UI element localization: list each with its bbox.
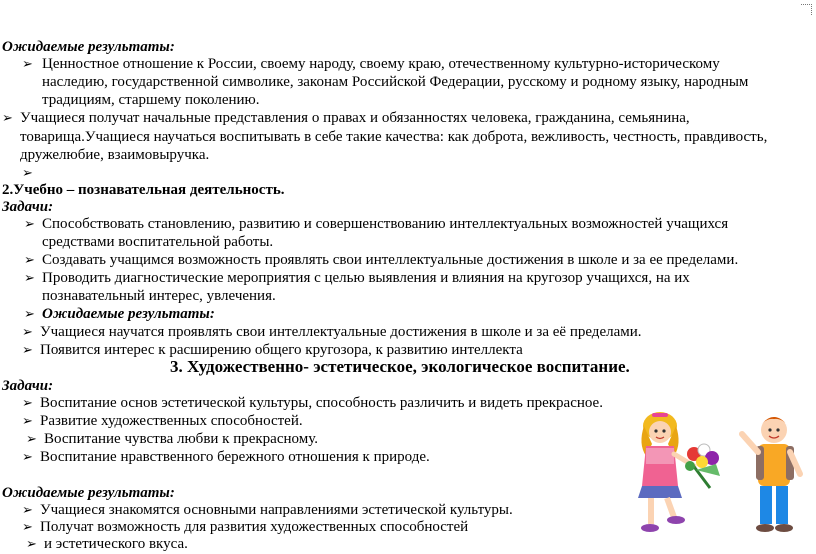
boy-figure (742, 417, 800, 532)
children-illustration (632, 404, 812, 546)
text-line: Учащиеся получат начальные представления о правах и обязанностях человека, гражданина, семьянина, (20, 110, 690, 126)
text-line: Учащиеся научатся проявлять свои интеллектуальные достижения в школе и за её пределами. (40, 324, 642, 340)
bullet-icon: ➢ (24, 307, 35, 322)
page-corner-mark (801, 4, 812, 15)
bullet-icon: ➢ (22, 343, 33, 358)
text-line: дружелюбие, взаимовыручка. (20, 147, 210, 163)
bullet-icon: ➢ (22, 520, 33, 535)
bullet-icon: ➢ (22, 503, 33, 518)
tasks-title-3: Задачи: (2, 378, 54, 394)
text-line: наследию, государственной символике, законам Российской Федерации, русскому и родному языку, народным (42, 74, 749, 90)
section-heading-2: 2.Учебно – познавательная деятельность. (2, 182, 285, 198)
expected-results-title-1: Ожидаемые результаты: (2, 39, 175, 55)
flower-bouquet (685, 444, 720, 488)
girl-figure (638, 412, 694, 532)
text-line: Ценностное отношение к России, своему народу, своему краю, отечественному культурно-историческому (42, 56, 720, 72)
section-heading-3: 3. Художественно- эстетическое, экологическое воспитание. (170, 357, 630, 376)
bullet-icon: ➢ (26, 537, 37, 552)
expected-results-title-3: Ожидаемые результаты: (2, 485, 175, 501)
bullet-icon: ➢ (24, 217, 35, 232)
bullet-icon: ➢ (22, 450, 33, 465)
text-line: Появится интерес к расширению общего кругозора, к развитию интеллекта (40, 342, 523, 358)
text-line: Способствовать становлению, развитию и совершенствованию интеллектуальных возможностей учащихся (42, 216, 729, 232)
text-line: и эстетического вкуса. (44, 536, 188, 552)
bullet-icon: ➢ (2, 111, 13, 126)
text-line: традициям, старшему поколению. (42, 92, 260, 108)
text-line: Развитие художественных способностей. (40, 413, 303, 429)
tasks-title-2: Задачи: (2, 199, 54, 215)
text-line: Проводить диагностические мероприятия с целью выявления и влияния на кругозор учащихся, на их (42, 270, 690, 286)
text-line: Воспитание чувства любви к прекрасному. (44, 431, 318, 447)
bullet-icon: ➢ (24, 271, 35, 286)
bullet-icon: ➢ (24, 253, 35, 268)
bullet-icon: ➢ (26, 432, 37, 447)
text-line: товарища.Учащиеся научаться воспитывать в себе такие качества: как доброта, вежливость, честность, правдивость, (20, 129, 768, 145)
bullet-icon: ➢ (22, 414, 33, 429)
text-line: Воспитание нравственного бережного отношения к природе. (40, 449, 430, 465)
text-line: средствами воспитательной работы. (42, 234, 274, 250)
text-line: Учащиеся знакомятся основными направлениями эстетической культуры. (40, 502, 513, 518)
text-line: Получат возможность для развития художественных способностей (40, 519, 469, 535)
text-line: познавательный интерес, увлечения. (42, 288, 276, 304)
expected-results-title-2: Ожидаемые результаты: (42, 306, 215, 322)
bullet-icon: ➢ (22, 396, 33, 411)
text-line: Создавать учащимся возможность проявлять свои интеллектуальные достижения в школе и за ее пределами. (42, 252, 739, 268)
text-line: Воспитание основ эстетической культуры, способность различить и видеть прекрасное. (40, 395, 603, 411)
bullet-icon: ➢ (22, 325, 33, 340)
bullet-icon: ➢ (22, 166, 33, 181)
bullet-icon: ➢ (22, 57, 33, 72)
